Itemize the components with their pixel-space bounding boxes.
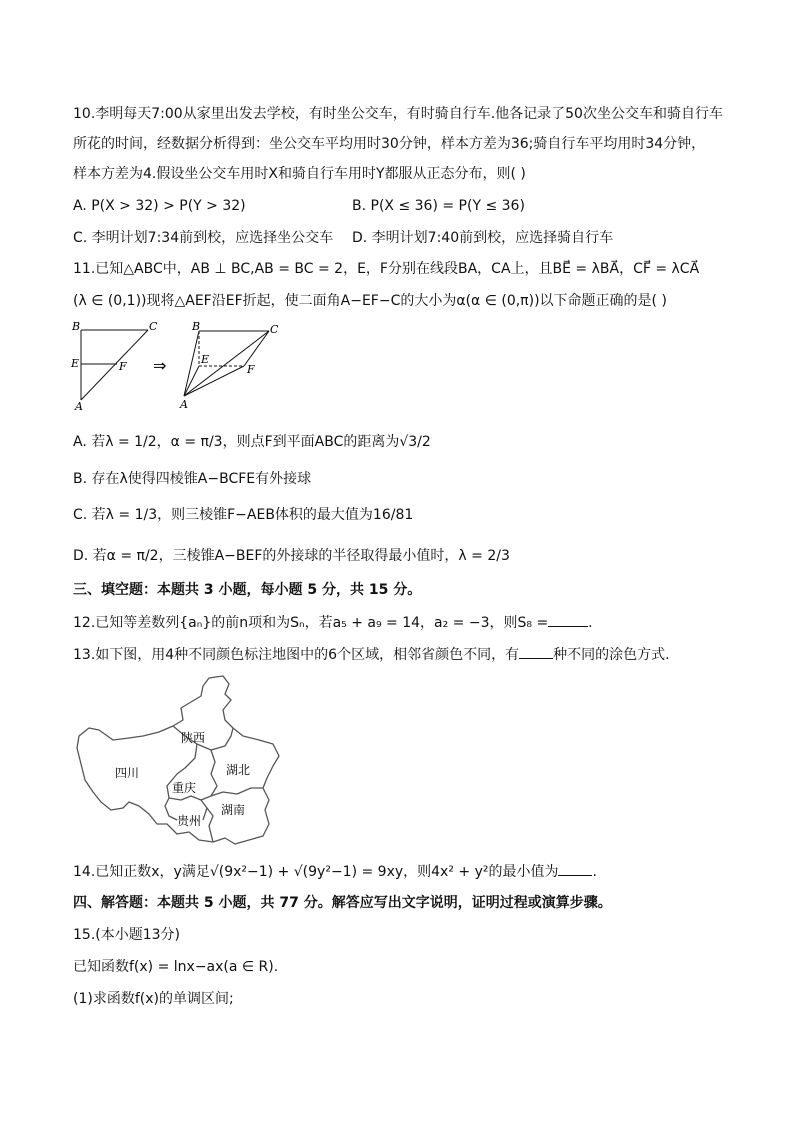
q12-stem: 12.已知等差数列{aₙ}的前n项和为Sₙ，若a₅ + a₉ = 14，a₂ = −3，则S₈ = (73, 615, 549, 631)
map-border-guizhou-hunan (207, 808, 213, 842)
map-label-chongqing: 重庆 (172, 781, 197, 795)
map-label-hunan: 湖南 (221, 803, 246, 817)
section-4-heading: 四、解答题：本题共 5 小题，共 77 分。解答应写出文字说明，证明过程或演算步骤。 (73, 895, 612, 911)
map-label-hubei: 湖北 (226, 763, 251, 777)
q10-option-d: D. 李明计划7:40前到校，应选择骑自行车 (352, 230, 614, 246)
q15-header: 15.(本小题13分) (73, 927, 181, 943)
q13-stem-pre: 13.如下图，用4种不同颜色标注地图中的6个区域，相邻省颜色不同，有 (73, 647, 520, 663)
q14-stem: 14.已知正数x，y满足√(9x²−1) + √(9y²−1) = 9xy，则4x² + y²的最小值为 (73, 864, 559, 880)
q13-stem-post: 种不同的涂色方式. (553, 647, 670, 663)
q11-option-c: C. 若λ = 1/3，则三棱锥F−AEB体积的最大值为16/81 (73, 507, 414, 523)
q11-left-label-b: B (72, 320, 81, 333)
q10-line2: 所花的时间，经数据分析得到：坐公交车平均用时30分钟，样本方差为36;骑自行车平均用时34分钟， (73, 136, 706, 152)
q11-left-label-f: F (119, 360, 127, 373)
q11-option-d: D. 若α = π/2，三棱锥A−BEF的外接球的半径取得最小值时，λ = 2/3 (73, 548, 510, 564)
q11-left-label-a: A (75, 400, 83, 413)
q11-right-label-b: B (192, 320, 201, 333)
map-border-chongqing-hubei (201, 750, 217, 800)
q11-option-b: B. 存在λ使得四棱锥A−BCFE有外接球 (73, 471, 312, 487)
q13-map (73, 674, 288, 849)
q11-right-label-c: C (270, 323, 279, 336)
q10-line1: 10.李明每天7:00从家里出发去学校，有时坐公交车，有时骑自行车.他各记录了50次坐公交车和骑自行车 (73, 106, 723, 122)
q11-left-label-e: E (71, 357, 80, 370)
map-label-sichuan: 四川 (115, 766, 140, 780)
q15-stem: 已知函数f(x) = lnx−ax(a ∈ R). (73, 959, 279, 975)
q12-text: 12.已知等差数列{aₙ}的前n项和为Sₙ，若a₅ + a₉ = 14，a₂ = −3，则S₈ = . (73, 612, 593, 633)
q11-option-a: A. 若λ = 1/2，α = π/3，则点F到平面ABC的距离为√3/2 (73, 434, 431, 450)
map-border-hubei-hunan (211, 788, 263, 796)
section-3-heading: 三、填空题：本题共 3 小题，每小题 5 分，共 15 分。 (73, 582, 422, 598)
q14-text: 14.已知正数x，y满足√(9x²−1) + √(9y²−1) = 9xy，则4x² + y²的最小值为 . (73, 861, 597, 882)
q11-arrow: ⇒ (153, 356, 167, 375)
q10-line3: 样本方差为4.假设坐公交车用时X和骑自行车用时Y都服从正态分布，则( ) (73, 166, 526, 182)
map-label-shaanxi: 陕西 (181, 731, 206, 745)
q13-answer-blank[interactable] (519, 644, 553, 659)
q11-figure (66, 318, 296, 414)
map-label-guizhou: 贵州 (177, 814, 202, 828)
q10-option-c: C. 李明计划7:34前到校，应选择坐公交车 (73, 230, 334, 246)
q11-right-label-e: E (201, 353, 210, 366)
q11-right-label-a: A (180, 398, 188, 411)
q11-right-label-f: F (247, 363, 255, 376)
q13-text (73, 644, 670, 665)
q10-option-b: B. P(X ≤ 36) = P(Y ≤ 36) (352, 198, 525, 214)
q12-answer-blank[interactable] (548, 612, 588, 627)
q11-left-label-c: C (149, 320, 158, 333)
q11-line2: (λ ∈ (0,1))现将△AEF沿EF折起，使二面角A−EF−C的大小为α(α ∈ (0,π))以下命题正确的是( ) (73, 293, 667, 309)
q15-part1: (1)求函数f(x)的单调区间; (73, 991, 234, 1007)
q11-line1: 11.已知△ABC中，AB ⊥ BC,AB = BC = 2，E，F分别在线段BA，CA上，且BE⃗ = λBA⃗，CF⃗ = λCA⃗ (73, 261, 700, 277)
q11-right-solid (184, 331, 269, 396)
q14-answer-blank[interactable] (558, 861, 592, 876)
q11-left-triangle (81, 330, 148, 400)
q10-option-a: A. P(X > 32) > P(Y > 32) (73, 198, 246, 214)
